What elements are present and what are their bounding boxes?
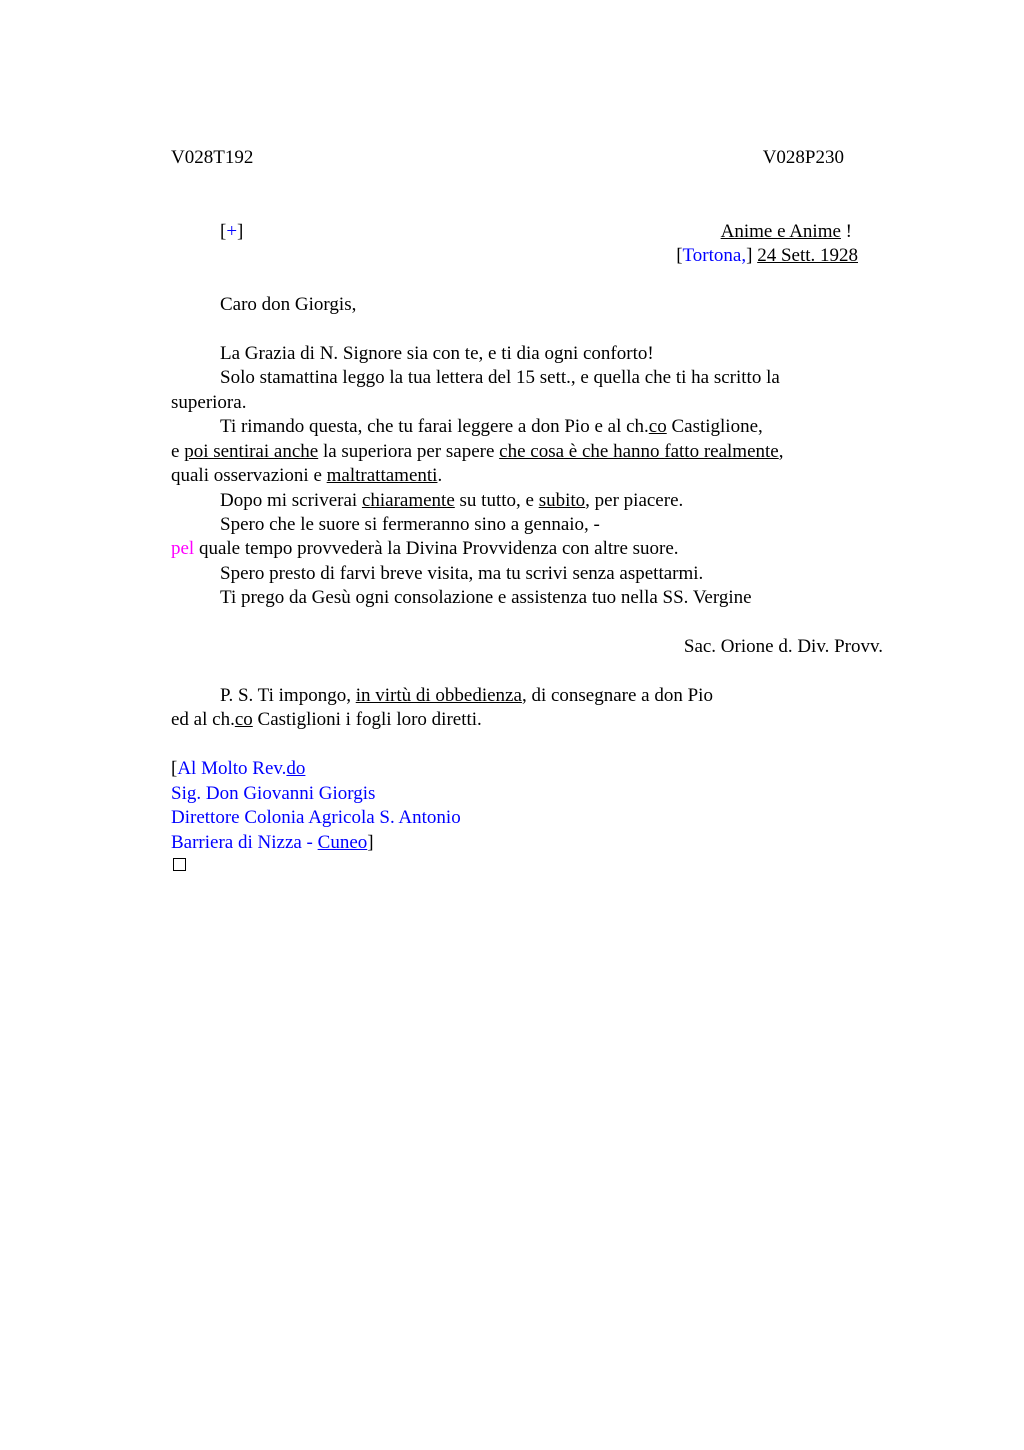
body-line	[171, 464, 442, 488]
text-span: la superiora per sapere	[318, 441, 500, 462]
variant-word: pel	[171, 538, 195, 559]
body-line	[220, 489, 683, 513]
document-code-left: V028T192	[171, 147, 254, 168]
place-date	[676, 244, 858, 268]
underlined-text: maltrattamenti	[326, 465, 438, 486]
address-line: Sig. Don Giovanni Giorgis	[171, 783, 376, 804]
abbreviation: co	[234, 709, 253, 730]
address-line: Direttore Colonia Agricola S. Antonio	[171, 807, 461, 828]
body-line: Ti prego da Gesù ogni consolazione e assistenza tuo nella SS. Vergine	[220, 587, 752, 608]
title-text: Anime e Anime	[720, 221, 841, 242]
address-text: Barriera di Nizza -	[171, 832, 318, 853]
text-span: ed al ch.	[171, 709, 235, 730]
cross-mark	[220, 220, 243, 244]
text-span: su tutto, e	[454, 490, 539, 511]
bracket-open: [	[220, 221, 227, 242]
place-name: Tortona,	[682, 245, 747, 266]
body-line: Solo stamattina leggo la tua lettera del 15 sett., e quella che ti ha scritto la	[220, 367, 780, 388]
document-code-right: V028P230	[762, 147, 844, 168]
bracket-close: ]	[746, 245, 753, 266]
letter-title	[721, 220, 852, 244]
text-span: P. S. Ti impongo,	[220, 685, 356, 706]
text-span: .	[437, 465, 443, 486]
bracket-open: [	[676, 245, 683, 266]
abbreviation: do	[286, 758, 306, 779]
text-span: Castiglione,	[666, 416, 763, 437]
underlined-text: subito	[538, 490, 586, 511]
bracket-open: [	[171, 758, 178, 779]
text-span: Ti rimando questa, che tu farai leggere a don Pio e al ch.	[220, 416, 649, 437]
abbreviation: co	[648, 416, 667, 437]
text-span: Castiglioni i fogli loro diretti.	[252, 709, 482, 730]
text-span: Dopo mi scriverai	[220, 490, 362, 511]
text-span: , per piacere.	[585, 490, 684, 511]
body-line: superiora.	[171, 392, 247, 413]
body-line: Spero presto di farvi breve visita, ma tu scrivi senza aspettarmi.	[220, 563, 704, 584]
underlined-text: chiaramente	[361, 490, 455, 511]
bracket-close: ]	[367, 832, 374, 853]
body-line	[171, 537, 679, 561]
body-line	[171, 440, 783, 464]
end-square-icon	[173, 858, 186, 871]
address-text: Al Molto Rev.	[177, 758, 287, 779]
text-span: e	[171, 441, 185, 462]
title-exclamation: !	[840, 221, 852, 242]
text-span: ,	[778, 441, 784, 462]
postscript-line	[220, 684, 713, 708]
underlined-text: in virtù di obbedienza	[355, 685, 522, 706]
body-line: La Grazia di N. Signore sia con te, e ti dia ogni conforto!	[220, 343, 654, 364]
address-line	[171, 757, 305, 781]
postscript-line	[171, 708, 482, 732]
address-line	[171, 831, 374, 855]
underlined-text: che cosa è che hanno fatto realmente	[499, 441, 779, 462]
text-span: quali osservazioni e	[171, 465, 327, 486]
text-span: quale tempo provvederà la Divina Provvidenza con altre suore.	[194, 538, 679, 559]
signature: Sac. Orione d. Div. Provv.	[683, 636, 883, 657]
bracket-close: ]	[237, 221, 244, 242]
address-city: Cuneo	[317, 832, 368, 853]
text-span: , di consegnare a don Pio	[521, 685, 713, 706]
cross-icon: +	[226, 221, 238, 242]
body-line	[220, 415, 763, 439]
underlined-text: poi sentirai anche	[184, 441, 319, 462]
salutation: Caro don Giorgis,	[220, 294, 357, 315]
letter-date: 24 Sett. 1928	[757, 245, 858, 266]
body-line: Spero che le suore si fermeranno sino a gennaio, -	[220, 514, 600, 535]
